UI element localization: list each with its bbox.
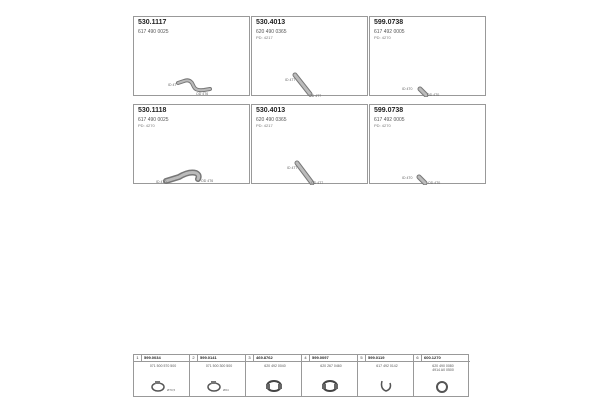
pipe-drawing bbox=[370, 17, 487, 97]
accessory-part-number: 599.0034 bbox=[144, 355, 161, 360]
part-number: 599.0738 bbox=[374, 107, 404, 114]
accessory-dimension: Ø64 bbox=[223, 388, 229, 392]
pd-code: PD: 4270 bbox=[374, 123, 391, 128]
pipe-label-id: ID 4T bbox=[168, 83, 177, 87]
pipe-label-id: ID 4T0 bbox=[402, 176, 413, 180]
part-number: 530.1118 bbox=[138, 107, 167, 114]
oe-code: 617 490 0025 bbox=[138, 117, 169, 123]
part-card-3 bbox=[369, 16, 486, 96]
accessory-part-number: 599.0141 bbox=[200, 355, 217, 360]
accessory-index: 5 bbox=[358, 355, 366, 361]
accessories-strip bbox=[133, 354, 469, 397]
clamp-icon bbox=[134, 355, 190, 396]
accessory-cell-4 bbox=[302, 355, 358, 396]
pipe-label-id: ID 4T7 bbox=[287, 166, 298, 170]
accessory-code-2: 4914 A0 0500 bbox=[432, 368, 454, 372]
part-card-1 bbox=[133, 16, 250, 96]
accessory-code: 071 500 570 500 bbox=[149, 364, 177, 368]
pipe-label-od: OD 4T7 bbox=[311, 181, 324, 185]
accessory-part-number: 599.0097 bbox=[312, 355, 329, 360]
clamp-icon bbox=[302, 355, 358, 396]
oe-code: 620 490 0365 bbox=[256, 29, 287, 35]
pipe-drawing bbox=[252, 105, 369, 185]
pipe-label-id: ID 4T7 bbox=[285, 78, 296, 82]
pd-code: PD: 4217 bbox=[256, 35, 273, 40]
clamp-icon bbox=[246, 355, 302, 396]
accessory-code: 620 490 0080 bbox=[432, 364, 454, 368]
accessory-index: 4 bbox=[302, 355, 310, 361]
pipe-label-od: OD 4T7 bbox=[309, 94, 322, 98]
clamp-icon bbox=[190, 355, 246, 396]
oe-code: 617 492 0005 bbox=[374, 29, 405, 35]
pipe-drawing bbox=[134, 17, 251, 97]
part-number: 530.4013 bbox=[256, 19, 286, 26]
accessory-cell-3 bbox=[246, 355, 302, 396]
gasket-icon bbox=[414, 355, 470, 396]
accessory-part-number: 600.1270 bbox=[424, 355, 441, 360]
oe-code: 617 490 0025 bbox=[138, 29, 169, 35]
accessory-index: 1 bbox=[134, 355, 142, 361]
accessory-cell-6 bbox=[414, 355, 470, 396]
accessory-code: 620 492 0040 bbox=[264, 364, 286, 368]
part-number: 599.0738 bbox=[374, 19, 404, 26]
accessory-cell-5 bbox=[358, 355, 414, 396]
oe-code: 617 492 0005 bbox=[374, 117, 405, 123]
accessory-dimension: Ø70,5 bbox=[167, 388, 176, 392]
accessory-code: 071 500 300 500 bbox=[205, 364, 233, 368]
accessory-index: 2 bbox=[190, 355, 198, 361]
pipe-label-id: ID 4T0 bbox=[156, 180, 167, 184]
part-card-6 bbox=[369, 104, 486, 184]
pipe-drawing bbox=[252, 17, 369, 97]
oe-code: 620 490 0365 bbox=[256, 117, 287, 123]
accessory-part-number: 469.8762 bbox=[256, 355, 273, 360]
pd-code: PD: 4270 bbox=[374, 35, 391, 40]
accessory-cell-1 bbox=[134, 355, 190, 396]
pd-code: PD: 4270 bbox=[138, 123, 155, 128]
pipe-label-id: ID 4T0 bbox=[402, 87, 413, 91]
accessory-code: 620 267 0460 bbox=[320, 364, 342, 368]
accessory-part-number: 599.0119 bbox=[368, 355, 385, 360]
pipe-drawing bbox=[370, 105, 487, 185]
pipe-label-od: OD 4T6 bbox=[201, 179, 214, 183]
part-number: 530.1117 bbox=[138, 19, 167, 26]
hanger-icon bbox=[358, 355, 414, 396]
accessory-cell-2 bbox=[190, 355, 246, 396]
part-number: 530.4013 bbox=[256, 107, 286, 114]
pd-code: PD: 4217 bbox=[256, 123, 273, 128]
pipe-drawing bbox=[134, 105, 251, 185]
part-card-4 bbox=[133, 104, 250, 184]
accessory-index: 6 bbox=[414, 355, 422, 361]
pipe-label-od: OD 4T0 bbox=[428, 181, 441, 185]
part-card-5 bbox=[251, 104, 368, 184]
pipe-label-od: OD 4T6 bbox=[196, 92, 209, 96]
accessory-index: 3 bbox=[246, 355, 254, 361]
accessory-code: 617 492 0142 bbox=[376, 364, 398, 368]
pipe-label-od: OD 4T0 bbox=[427, 93, 440, 97]
part-card-2 bbox=[251, 16, 368, 96]
